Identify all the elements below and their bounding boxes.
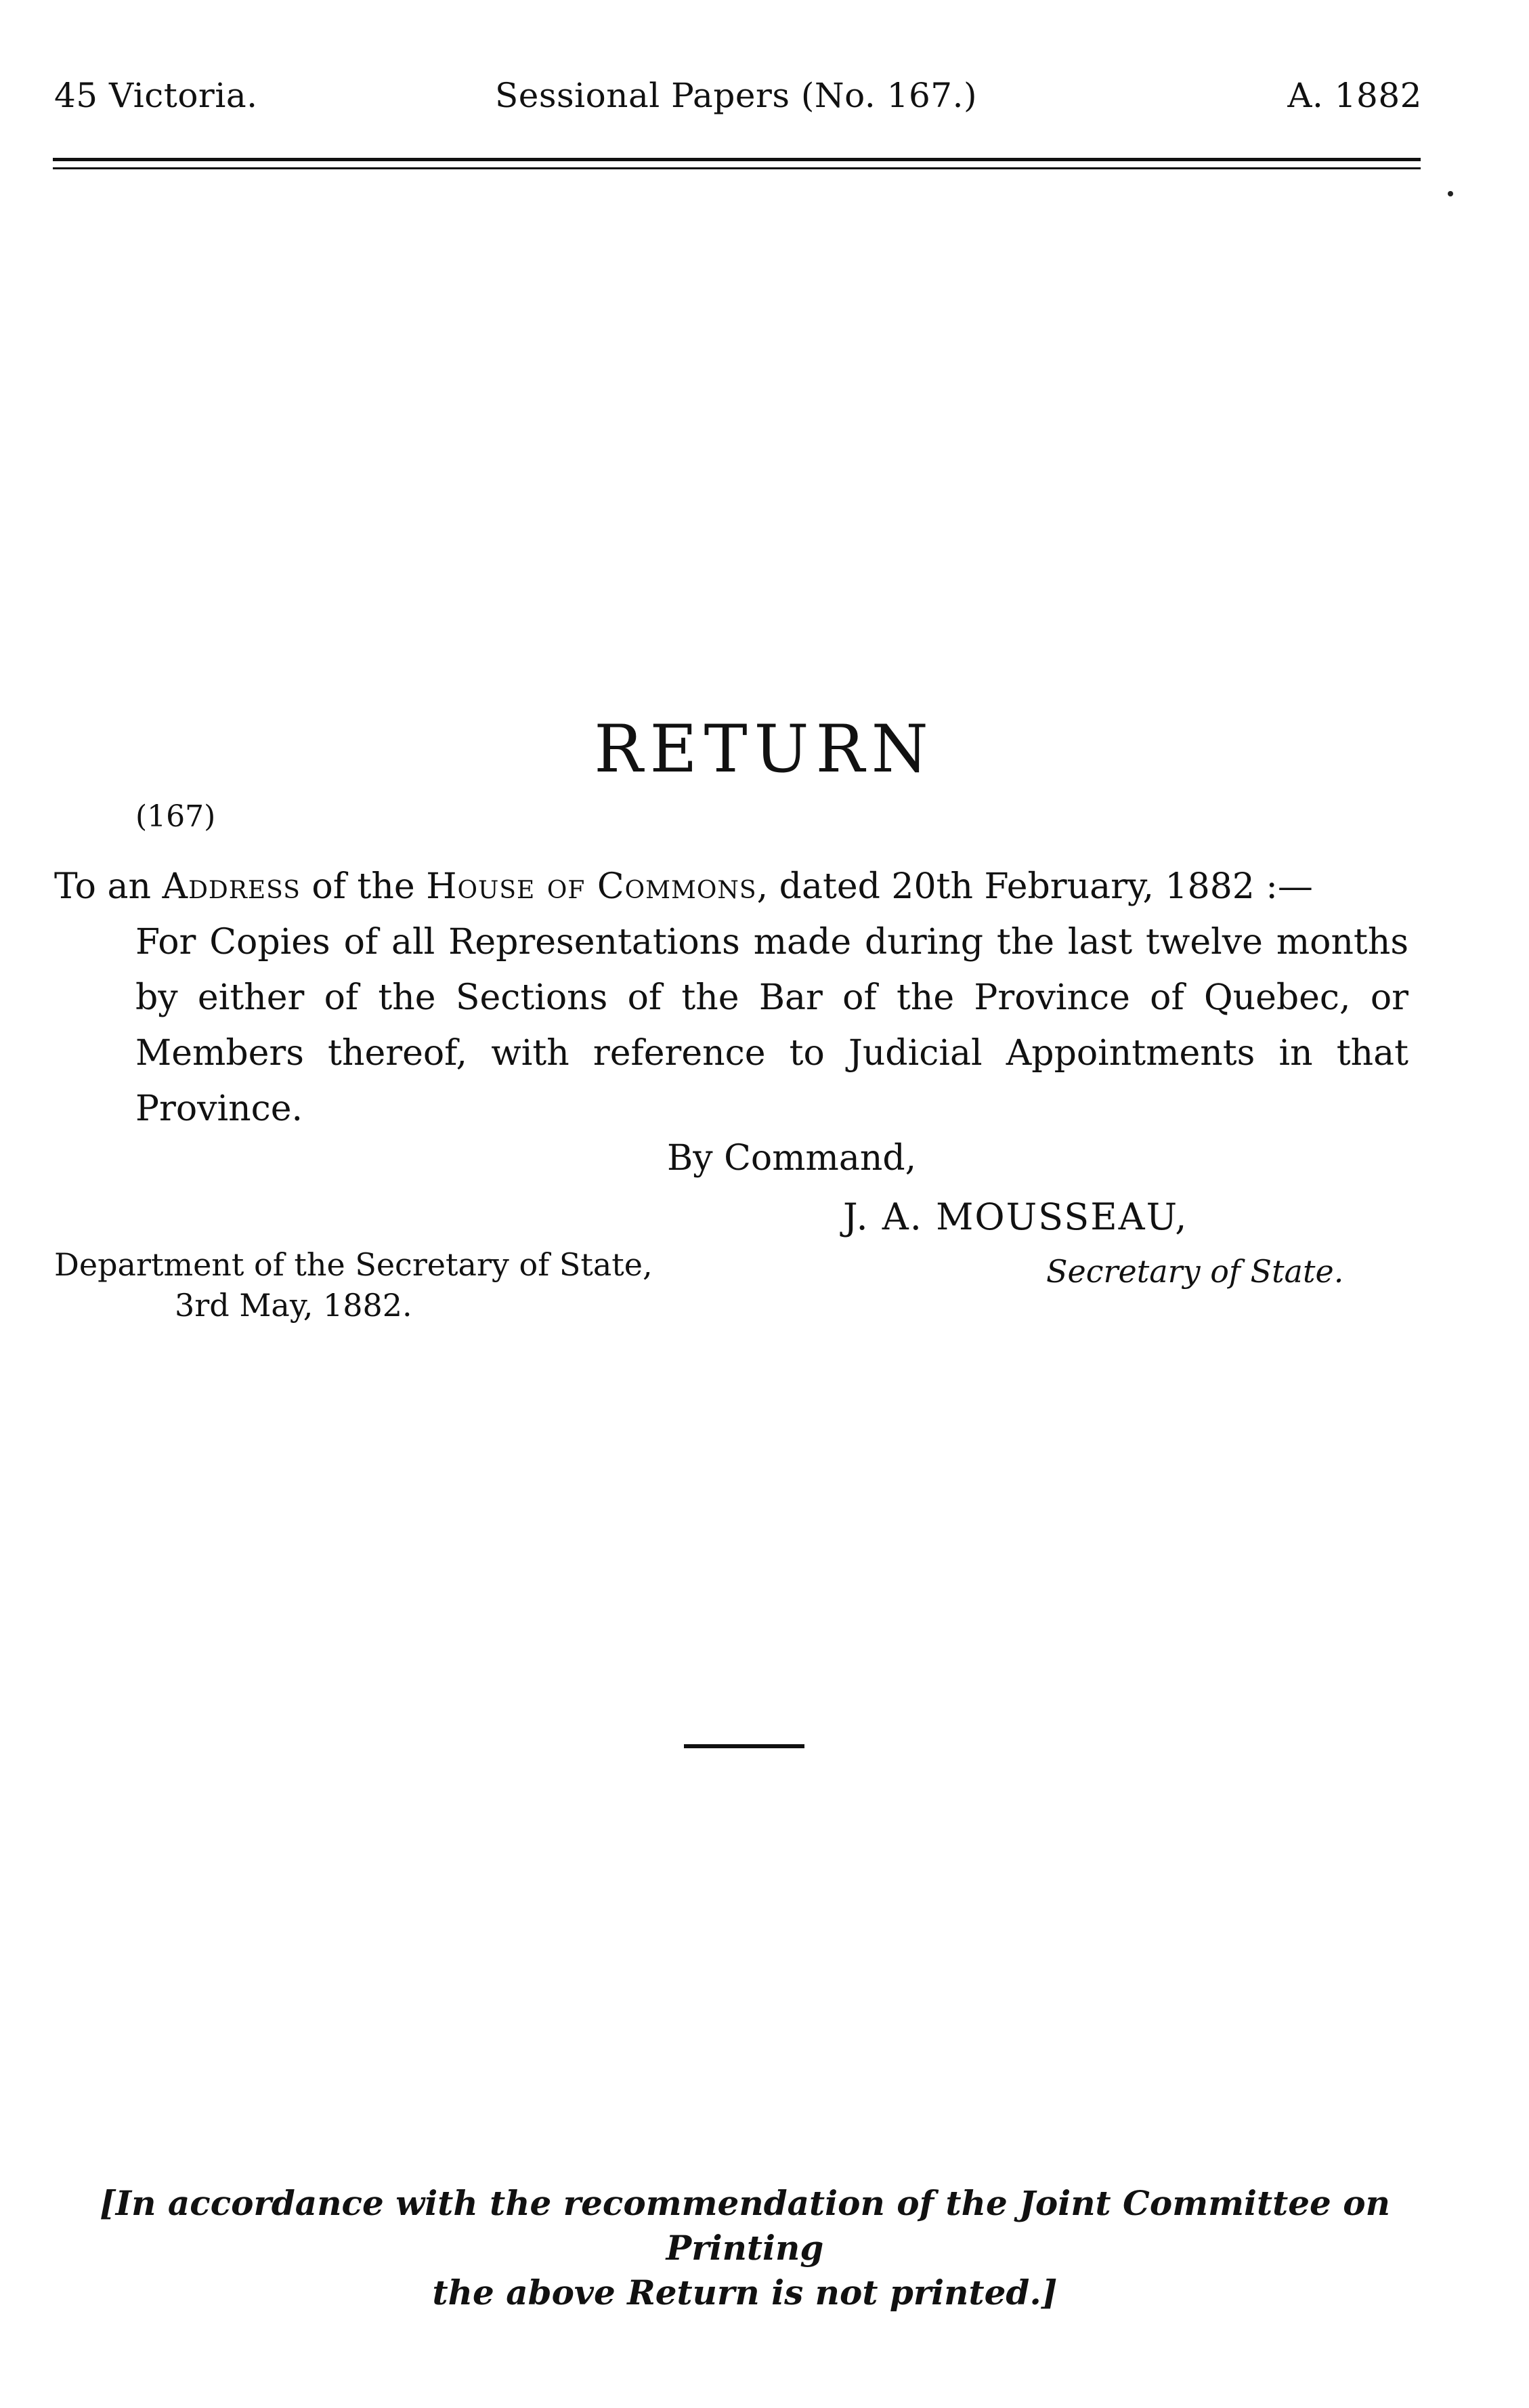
address-prefix: To an	[54, 866, 151, 907]
address-suffix: , dated 20th February, 1882 :—	[756, 866, 1313, 907]
document-title: RETURN	[594, 711, 935, 787]
address-line	[54, 859, 1408, 914]
department-name: Department of the Secretary of State,	[54, 1246, 653, 1283]
request-body: For Copies of all Representations made during the last twelve months by either of the Sections of the Bar of the Province of Quebec, or Members thereof, with reference to Judicial Appointments in that Province.	[135, 922, 1408, 1129]
department-date: 3rd May, 1882.	[175, 1287, 412, 1324]
address-of-the: of the	[311, 866, 415, 907]
house-of-commons: House of Commons	[426, 866, 757, 907]
header-year: A. 1882	[1287, 76, 1422, 115]
header-rule-bottom	[53, 167, 1421, 169]
document-number: (167)	[135, 799, 216, 834]
header-rule-top	[53, 158, 1421, 161]
printing-note	[54, 2181, 1436, 2315]
header-volume: 45 Victoria.	[54, 76, 258, 115]
by-command: By Command,	[667, 1138, 917, 1179]
print-speck	[1448, 191, 1453, 196]
printing-note-line-2: the above Return is not printed.]	[432, 2273, 1058, 2312]
signatory-name: J. A. MOUSSEAU,	[843, 1196, 1188, 1238]
printing-note-line-1: [In accordance with the recommendation of the Joint Committee on Printing	[100, 2183, 1390, 2268]
address-word: Address	[162, 866, 301, 907]
signatory-title: Secretary of State.	[1046, 1253, 1344, 1290]
section-divider	[684, 1744, 804, 1748]
header-sessional-papers: Sessional Papers (No. 167.)	[495, 76, 978, 115]
